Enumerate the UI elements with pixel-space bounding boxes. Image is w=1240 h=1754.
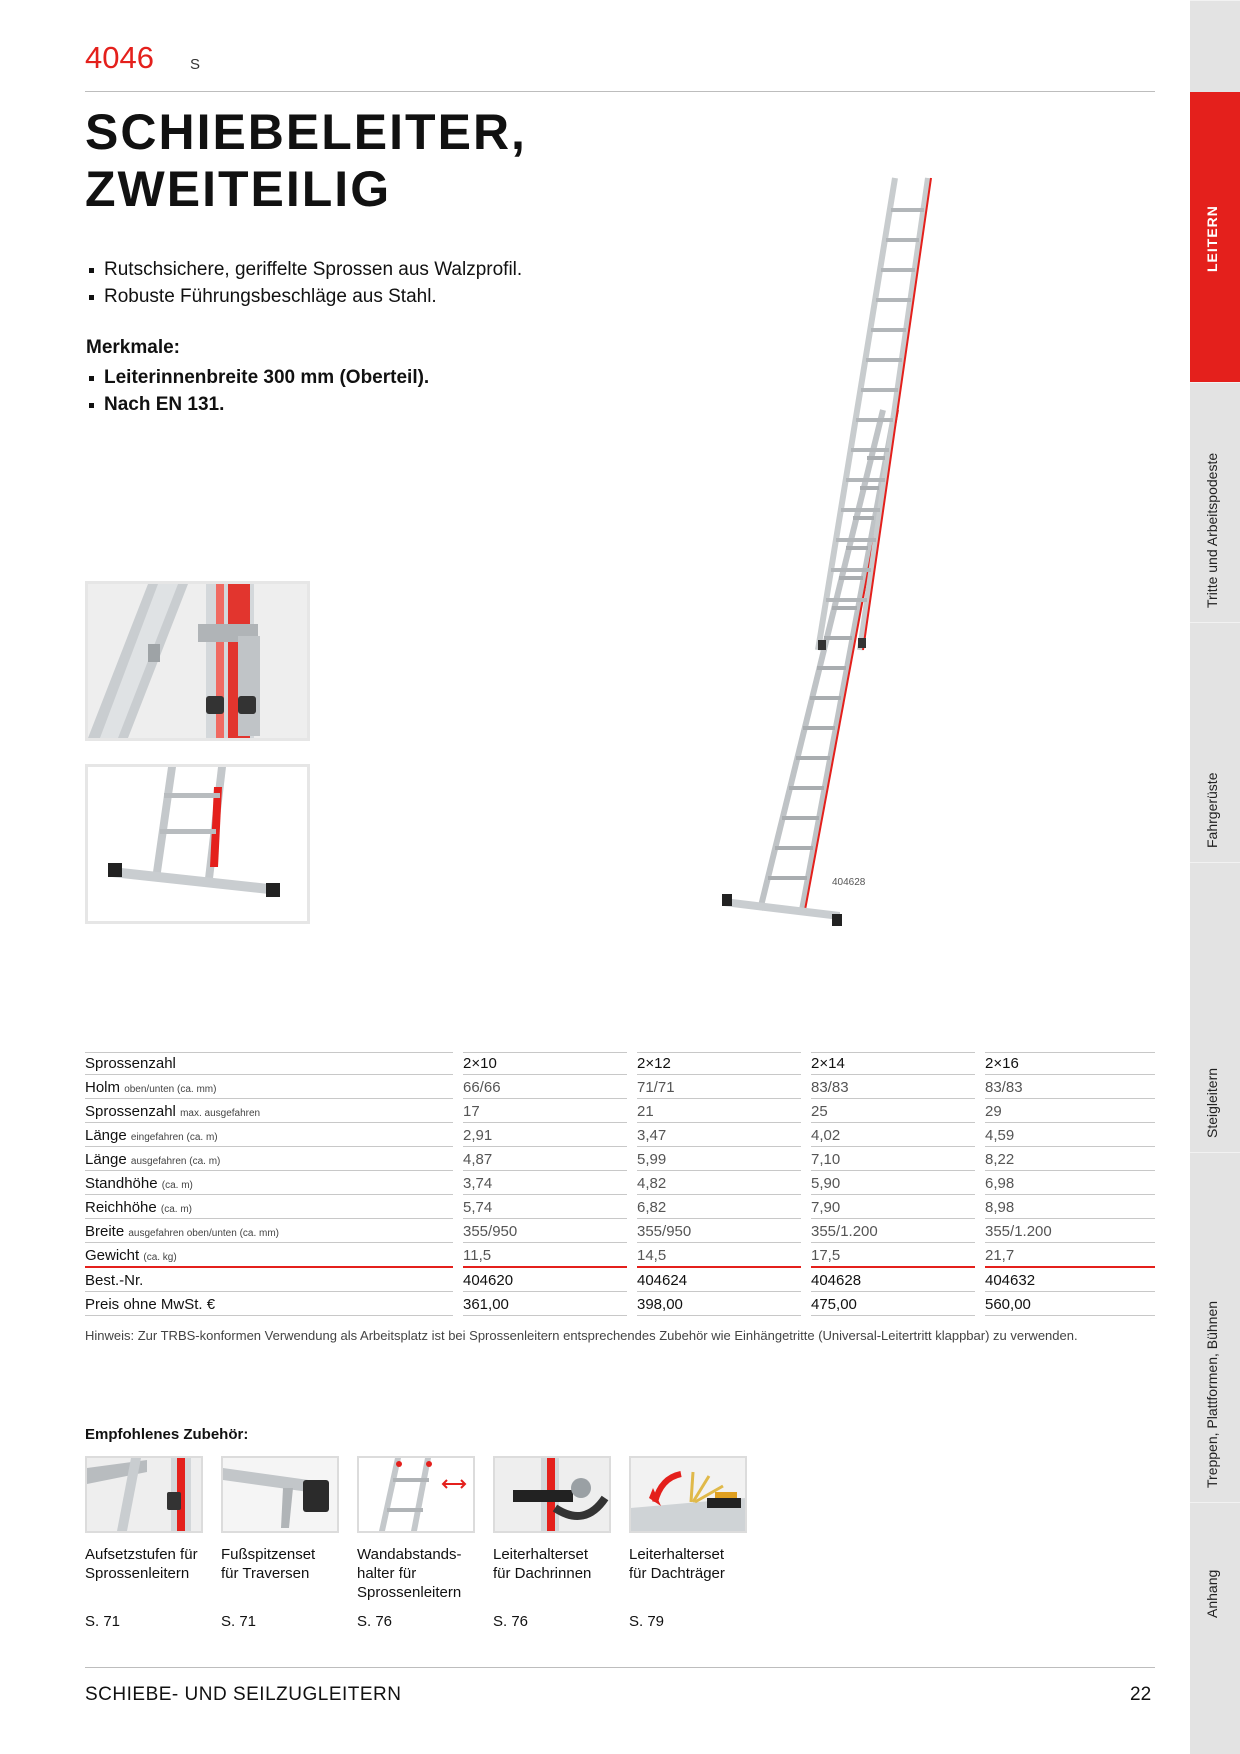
spec-value: 2,91 [463, 1125, 627, 1147]
spec-label: Reichhöhe [85, 1199, 157, 1216]
feature-item: Leiterinnenbreite 300 mm (Oberteil). [88, 364, 429, 391]
price-value: 475,00 [811, 1294, 975, 1316]
spec-label: Standhöhe [85, 1175, 158, 1192]
spec-value: 5,74 [463, 1197, 627, 1219]
spec-header-value: 2×16 [985, 1052, 1155, 1075]
bullet-item: Robuste Führungsbeschläge aus Stahl. [88, 283, 522, 310]
accessory-page-ref[interactable]: S. 76 [493, 1613, 529, 1630]
spec-value: 5,90 [811, 1173, 975, 1195]
spec-label: Länge [85, 1151, 127, 1168]
price-label: Preis ohne MwSt. € [85, 1294, 453, 1316]
spec-value: 4,02 [811, 1125, 975, 1147]
side-navigation [1190, 0, 1240, 1754]
accessory-image-foot[interactable] [221, 1456, 339, 1533]
usage-hint: Hinweis: Zur TRBS-konformen Verwendung als Arbeitsplatz ist bei Sprossenleitern entsprechendes Zubehör wie Einhängetritte (Universal-Leitertritt klappbar) zu verwenden. [85, 1328, 1078, 1343]
table-row [85, 1219, 1155, 1243]
spec-qualifier: eingefahren (ca. m) [130, 1132, 218, 1143]
price-value: 361,00 [463, 1294, 627, 1316]
spec-qualifier: (ca. kg) [143, 1252, 177, 1263]
spec-label: Holm [85, 1079, 121, 1096]
accessory-item[interactable] [357, 1456, 485, 1630]
order-number: 404628 [811, 1270, 975, 1292]
spec-header-value: 2×12 [637, 1052, 801, 1075]
spec-value: 29 [985, 1101, 1155, 1123]
step-illustration [87, 1458, 201, 1531]
accessory-item[interactable] [85, 1456, 213, 1630]
spec-qualifier: oben/unten (ca. mm) [124, 1084, 217, 1095]
product-image-ladder [710, 170, 960, 940]
order-number: 404624 [637, 1270, 801, 1292]
footer-section-title: SCHIEBE- UND SEILZUGLEITERN [85, 1684, 402, 1705]
page-title [85, 104, 527, 218]
feature-item: Nach EN 131. [88, 391, 429, 418]
spec-label: Länge [85, 1127, 127, 1144]
table-row [85, 1075, 1155, 1099]
header-divider [85, 91, 1155, 92]
accessory-item[interactable] [221, 1456, 349, 1630]
spec-value: 4,59 [985, 1125, 1155, 1147]
spec-value: 17 [463, 1101, 627, 1123]
side-tab-label: LEITERN [1204, 205, 1220, 272]
spec-value: 14,5 [637, 1245, 801, 1268]
foot-illustration [223, 1458, 337, 1531]
features-heading: Merkmale: [86, 337, 180, 358]
accessory-page-ref[interactable]: S. 71 [85, 1613, 121, 1630]
spec-value: 4,87 [463, 1149, 627, 1171]
spec-header-value: 2×14 [811, 1052, 975, 1075]
spec-value: 355/1.200 [985, 1221, 1155, 1243]
accessory-image-wall-spacer[interactable] [357, 1456, 475, 1533]
spec-value: 3,47 [637, 1125, 801, 1147]
order-number-label: Best.-Nr. [85, 1270, 453, 1292]
spec-value: 7,90 [811, 1197, 975, 1219]
spec-qualifier: ausgefahren (ca. m) [130, 1156, 221, 1167]
side-tab-tritte[interactable] [1190, 382, 1240, 622]
spec-value: 11,5 [463, 1245, 627, 1268]
accessory-image-step[interactable] [85, 1456, 203, 1533]
side-tab-fahrgerueste[interactable] [1190, 622, 1240, 862]
table-row [85, 1195, 1155, 1219]
spec-header-label: Sprossenzahl [85, 1052, 453, 1075]
ladder-illustration [710, 170, 960, 940]
bullet-list [88, 256, 522, 310]
bullet-item: Rutschsichere, geriffelte Sprossen aus Walzprofil. [88, 256, 522, 283]
order-number-row [85, 1268, 1155, 1292]
spec-value: 21 [637, 1101, 801, 1123]
side-tab-label: Anhang [1204, 1569, 1220, 1618]
side-tab-leitern[interactable] [1190, 92, 1240, 382]
table-row [85, 1243, 1155, 1268]
spec-value: 17,5 [811, 1245, 975, 1268]
gutter-holder-illustration [495, 1458, 609, 1531]
accessory-label: Wandabstands- halter für Sprossenleitern [357, 1546, 462, 1601]
table-row [85, 1123, 1155, 1147]
side-tab-label: Treppen, Plattformen, Bühnen [1204, 1300, 1220, 1488]
spec-value: 8,98 [985, 1197, 1155, 1219]
order-number: 404632 [985, 1270, 1155, 1292]
accessory-label: Leiterhalterset für Dachrinnen [493, 1546, 592, 1582]
side-tab-steigleitern[interactable] [1190, 862, 1240, 1152]
spec-label: Breite [85, 1223, 125, 1240]
side-tab-label: Tritte und Arbeitspodeste [1204, 452, 1220, 608]
detail-image-traverse [85, 764, 310, 924]
accessory-label: Aufsetzstufen für Sprossenleitern [85, 1546, 198, 1582]
detail-image-guide-fitting [85, 581, 310, 741]
order-number: 404620 [463, 1270, 627, 1292]
footer-divider [85, 1667, 1155, 1668]
spec-qualifier: (ca. m) [161, 1180, 193, 1191]
side-tab-label: Fahrgerüste [1204, 772, 1220, 848]
spec-value: 5,99 [637, 1149, 801, 1171]
spec-value: 21,7 [985, 1245, 1155, 1268]
accessory-page-ref[interactable]: S. 71 [221, 1613, 257, 1630]
spec-header-value: 2×10 [463, 1052, 627, 1075]
spec-value: 6,98 [985, 1173, 1155, 1195]
spec-value: 25 [811, 1101, 975, 1123]
product-code: 4046 [85, 40, 154, 75]
spec-header-row [85, 1050, 1155, 1075]
side-tab-treppen[interactable] [1190, 1152, 1240, 1502]
side-tab-anhang[interactable] [1190, 1502, 1240, 1632]
guide-fitting-illustration [88, 584, 307, 738]
spec-table [85, 1050, 1155, 1316]
side-nav-spacer [1190, 0, 1240, 92]
accessory-label: Leiterhalterset für Dachträger [629, 1546, 725, 1582]
accessory-item[interactable] [629, 1456, 757, 1630]
price-value: 560,00 [985, 1294, 1155, 1316]
accessory-label: Fußspitzenset für Traversen [221, 1546, 316, 1582]
page-number: 22 [1130, 1684, 1152, 1705]
spec-value: 8,22 [985, 1149, 1155, 1171]
accessories-heading: Empfohlenes Zubehör: [85, 1426, 249, 1443]
title-line-1: SCHIEBELEITER, [85, 104, 527, 160]
spec-value: 355/950 [637, 1221, 801, 1243]
spec-value: 355/950 [463, 1221, 627, 1243]
accessory-image-roof-holder[interactable] [629, 1456, 747, 1533]
table-row [85, 1147, 1155, 1171]
traverse-illustration [88, 767, 307, 921]
series-letter: S [190, 56, 201, 73]
spec-value: 3,74 [463, 1173, 627, 1195]
spec-value: 355/1.200 [811, 1221, 975, 1243]
accessory-page-ref[interactable]: S. 76 [357, 1613, 393, 1630]
spec-qualifier: (ca. m) [160, 1204, 192, 1215]
title-line-2: ZWEITEILIG [85, 161, 392, 217]
spec-qualifier: max. ausgefahren [180, 1108, 261, 1119]
spec-value: 4,82 [637, 1173, 801, 1195]
spec-label: Sprossenzahl [85, 1103, 176, 1120]
spec-qualifier: ausgefahren oben/unten (ca. mm) [128, 1228, 280, 1239]
spec-value: 83/83 [811, 1077, 975, 1099]
accessory-page-ref[interactable]: S. 79 [629, 1613, 665, 1630]
wall-spacer-illustration [359, 1458, 473, 1531]
side-tab-label: Steigleitern [1204, 1067, 1220, 1138]
spec-label: Gewicht [85, 1247, 140, 1264]
accessory-item[interactable] [493, 1456, 621, 1630]
spec-value: 7,10 [811, 1149, 975, 1171]
table-row [85, 1171, 1155, 1195]
roof-holder-illustration [631, 1458, 745, 1531]
price-value: 398,00 [637, 1294, 801, 1316]
product-image-code: 404628 [832, 877, 866, 888]
table-row [85, 1099, 1155, 1123]
spec-value: 66/66 [463, 1077, 627, 1099]
spec-value: 6,82 [637, 1197, 801, 1219]
spec-value: 83/83 [985, 1077, 1155, 1099]
features-list [88, 364, 429, 418]
accessory-image-gutter-holder[interactable] [493, 1456, 611, 1533]
price-row [85, 1292, 1155, 1316]
spec-value: 71/71 [637, 1077, 801, 1099]
